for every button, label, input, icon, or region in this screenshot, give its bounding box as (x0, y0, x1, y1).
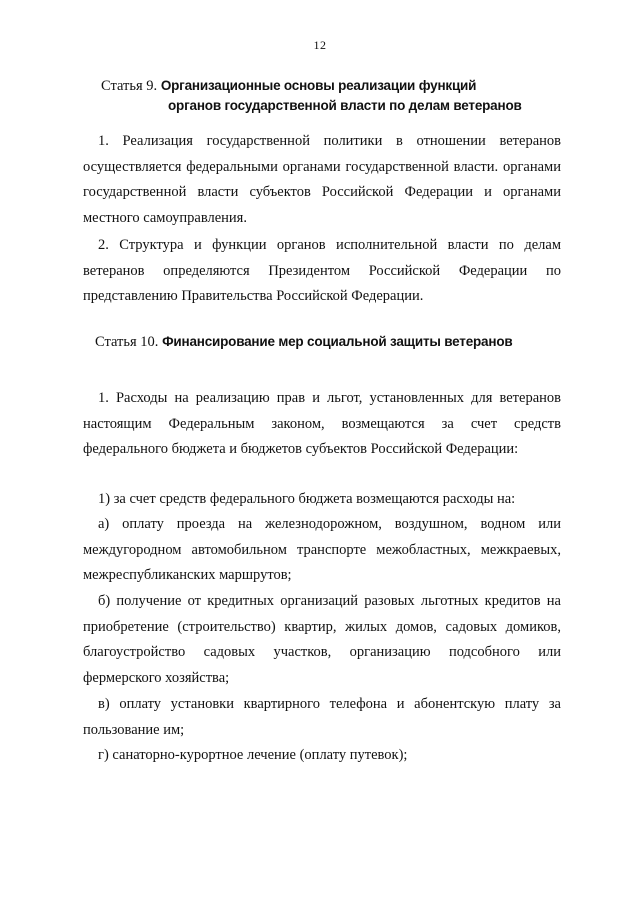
article-10-clause-1: 1) за счет средств федерального бюджета возмещаются расходы на: (98, 491, 516, 507)
article-9-paragraph-1: 1. Реализация государственной политики в отношении ветеранов осуществляется федеральными органами государственной власти. органами государственной власти субъектов Российской Федерации и органами местного самоуправления. (83, 133, 561, 226)
article-10-number: Статья 10. (95, 334, 159, 350)
article-10-item-b: б) получение от кредитных организаций разовых льготных кредитов на приобретение (строительство) квартир, жилых домов, садовых домиков, благоустройство садовых участков, организацию подсобного или фермерского хозяйства; (83, 593, 561, 686)
article-9-title-line1: Организационные основы реализации функций (160, 78, 477, 93)
article-10-item-v: в) оплату установки квартирного телефона и абонентскую плату за пользование им; (83, 696, 561, 738)
article-9-heading (101, 76, 561, 115)
article-10-heading (95, 332, 555, 352)
article-10-title: Финансирование мер социальной защиты ветеранов (162, 334, 513, 349)
article-10-item-g: г) санаторно-курортное лечение (оплату путевок); (98, 747, 408, 763)
article-9-title-line2: органов государственной власти по делам ветеранов (168, 98, 522, 113)
article-10-paragraph-1: 1. Расходы на реализацию прав и льгот, установленных для ветеранов настоящим Федеральным законом, возмещаются за счет средств федерального бюджета и бюджетов субъектов Российской Федерации: (83, 390, 561, 458)
article-9-number: Статья 9. (101, 78, 158, 94)
article-9-paragraph-2: 2. Структура и функции органов исполнительной власти по делам ветеранов определяются Президентом Российской Федерации по представлению Правительства Российской Федерации. (83, 237, 561, 305)
page-number: 12 (313, 38, 327, 52)
article-10-item-a: а) оплату проезда на железнодорожном, воздушном, водном или междугородном автомобильном транспорте межобластных, межкраевых, межреспубликанских маршрутов; (83, 516, 561, 584)
